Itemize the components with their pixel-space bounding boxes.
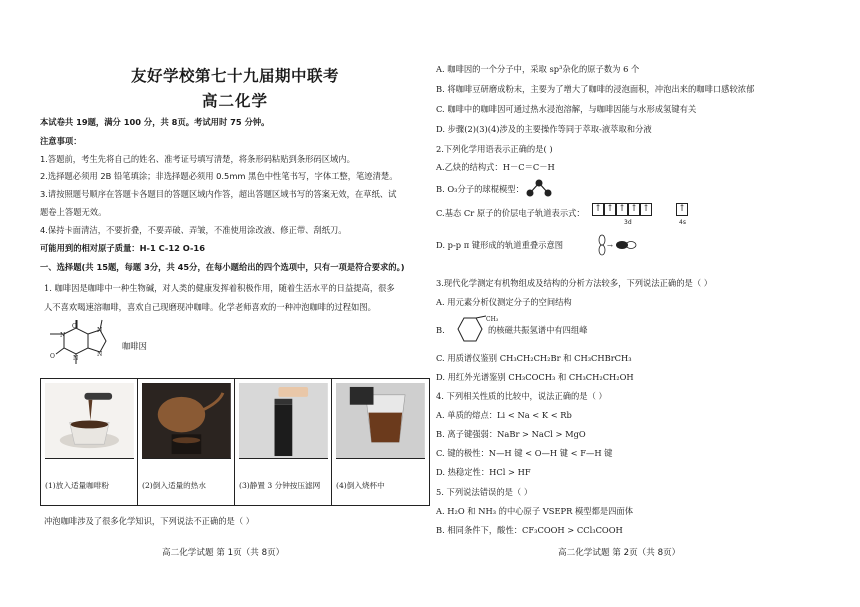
page-2-footer: 高二化学试题 第 2页（共 8页）: [558, 548, 681, 558]
orbital-box: ↑: [604, 203, 616, 216]
q5-stem: 5. 下列说法错误的是（ ）: [436, 487, 533, 497]
oxygen-atom-2: O: [50, 353, 55, 360]
step-3-caption: (3)静置 3 分钟按压滤网: [239, 481, 321, 490]
brewing-steps-table: [40, 378, 430, 506]
q3-option-b: 的核磁共振氢谱中有四组峰: [488, 325, 588, 335]
ozone-ball-stick-model: [524, 178, 554, 198]
q2-option-d: D. p-p π 键形成的轨道重叠示意图: [436, 240, 564, 250]
orbital-3d-label: 3d: [624, 219, 632, 226]
exam-title: 友好学校第七十九届期中联考: [130, 67, 339, 85]
step-1-caption: (1)放入适量咖啡粉: [45, 481, 109, 490]
step-2-caption: (2)倒入适量的热水: [142, 481, 206, 490]
q4-option-d: D. 热稳定性：HCl > HF: [436, 467, 531, 477]
orbital-box: ↑: [628, 203, 640, 216]
pour-into-beaker-image: [336, 383, 425, 459]
p-p-pi-bond-overlap-diagram: [596, 234, 638, 256]
q1-option-b: B. 将咖啡豆研磨成粉末，主要为了增大了咖啡的浸泡面积，冲泡出来的咖啡口感较浓郁: [436, 84, 755, 94]
step-4-cell: [332, 379, 429, 505]
notice-3a: 3.请按照题号顺序在答题卡各题目的答题区域内作答，超出答题区域书写的答案无效，在草纸、试: [40, 189, 397, 199]
q4-option-c: C. 键的极性：N—H 键 < O—H 键 < F—H 键: [436, 448, 613, 458]
caffeine-structure-diagram: [42, 316, 122, 376]
orbital-3d-boxes: [592, 203, 652, 217]
atomic-masses: 可能用到的相对原子质量：H-1 C-12 O-16: [40, 243, 205, 253]
q2-option-a: A.乙炔的结构式：H－C＝C－H: [436, 162, 555, 172]
q4-option-a: A. 单质的熔点：Li < Na < K < Rb: [436, 410, 572, 420]
page-1-footer: 高二化学试题 第 1页（共 8页）: [162, 548, 285, 558]
q3-option-d: D. 用红外光谱鉴别 CH₃COCH₃ 和 CH₃CH₂CH₂OH: [436, 372, 634, 382]
q3-option-b-prefix: B.: [436, 325, 445, 335]
q3-option-a: A. 用元素分析仪测定分子的空间结构: [436, 297, 572, 307]
orbital-4s-label: 4s: [679, 219, 686, 226]
orbital-box: ↑: [616, 203, 628, 216]
q4-option-b: B. 离子键强弱：NaBr > NaCl > MgO: [436, 429, 586, 439]
q3-option-c: C. 用质谱仪鉴别 CH₃CH₂CH₂Br 和 CH₃CHBrCH₃: [436, 353, 632, 363]
coffee-powder-image: [45, 383, 134, 459]
svg-text:→: →: [607, 242, 613, 250]
subject-title: 高二化学: [201, 92, 268, 110]
press-filter-image: [239, 383, 328, 459]
section-1-heading: 一、选择题(共 15题，每题 3分，共 45分，在每小题给出的四个选项中，只有一项是符合要求的。): [40, 262, 405, 272]
step-4-caption: (4)倒入烧杯中: [336, 481, 385, 490]
q2-stem: 2.下列化学用语表示正确的是( ): [436, 144, 553, 154]
q1-line1: 1. 咖啡因是咖啡中一种生物碱，对人类的健康发挥着积极作用，随着生活水平的日益提高，很多: [44, 283, 395, 293]
nitrogen-atom-3: N: [97, 327, 103, 334]
hot-water-kettle-image: [142, 383, 231, 459]
exam-info: 本试卷共 19题，满分 100 分，共 8页。考试用时 75 分钟。: [40, 117, 270, 127]
notice-4: 4.保持卡面清洁，不要折叠，不要弄破、弄皱，不准使用涂改液、修正带、刮纸刀。: [40, 225, 347, 235]
notice-2: 2.选择题必须用 2B 铅笔填涂；非选择题必须用 0.5mm 黑色中性笔书写，字体工整，笔迹清楚。: [40, 171, 398, 181]
q5-option-a: A. H₂O 和 NH₃ 的中心原子 VSEPR 模型都是四面体: [436, 506, 634, 516]
notice-3b: 题卷上答题无效。: [40, 207, 107, 217]
orbital-box: ↑: [640, 203, 652, 216]
step-1-cell: [41, 379, 138, 505]
oxygen-atom-1: O: [72, 323, 77, 330]
notice-1: 1.答题前，考生先将自己的姓名、准考证号填写清楚，将条形码粘贴到条形码区域内。: [40, 154, 355, 164]
q2-option-c: C.基态 Cr 原子的价层电子轨道表示式：: [436, 208, 585, 218]
q1-option-c: C. 咖啡中的咖啡因可通过热水浸泡溶解，与咖啡因能与水形成氢键有关: [436, 104, 697, 114]
q2-option-b: B. O₃分子的球棍模型：: [436, 184, 524, 194]
step-2-cell: [138, 379, 235, 505]
q1-line2: 人不喜欢喝速溶咖啡，喜欢自己现磨现冲咖啡。化学老师喜欢的一种冲泡咖啡的过程如图。: [44, 302, 376, 312]
nitrogen-atom-2: N: [73, 355, 79, 362]
orbital-4s-box: [676, 203, 688, 217]
methyl-group-label: CH₃: [486, 316, 499, 323]
q5-option-b: B. 相同条件下，酸性：CF₃COOH > CCl₃COOH: [436, 525, 623, 535]
orbital-box: ↑: [592, 203, 604, 216]
q4-stem: 4. 下列相关性质的比较中，说法正确的是（ ）: [436, 391, 607, 401]
orbital-box: ↑: [676, 203, 688, 216]
q1-option-d: D. 步骤(2)(3)(4)涉及的主要操作等同于萃取-液萃取和分液: [436, 124, 652, 134]
notice-heading: 注意事项：: [40, 136, 82, 146]
caffeine-label: 咖啡因: [122, 341, 147, 351]
nitrogen-atom-4: N: [97, 351, 103, 358]
nitrogen-atom-1: N: [60, 332, 66, 339]
q1-option-a: A. 咖啡因的一个分子中，采取 sp³杂化的原子数为 6 个: [436, 64, 640, 74]
q3-stem: 3.现代化学测定有机物组成及结构的分析方法较多，下列说法正确的是（ ）: [436, 278, 713, 288]
step-3-cell: [235, 379, 332, 505]
q1-stem: 冲泡咖啡涉及了很多化学知识，下列说法不正确的是（ ）: [44, 516, 255, 526]
